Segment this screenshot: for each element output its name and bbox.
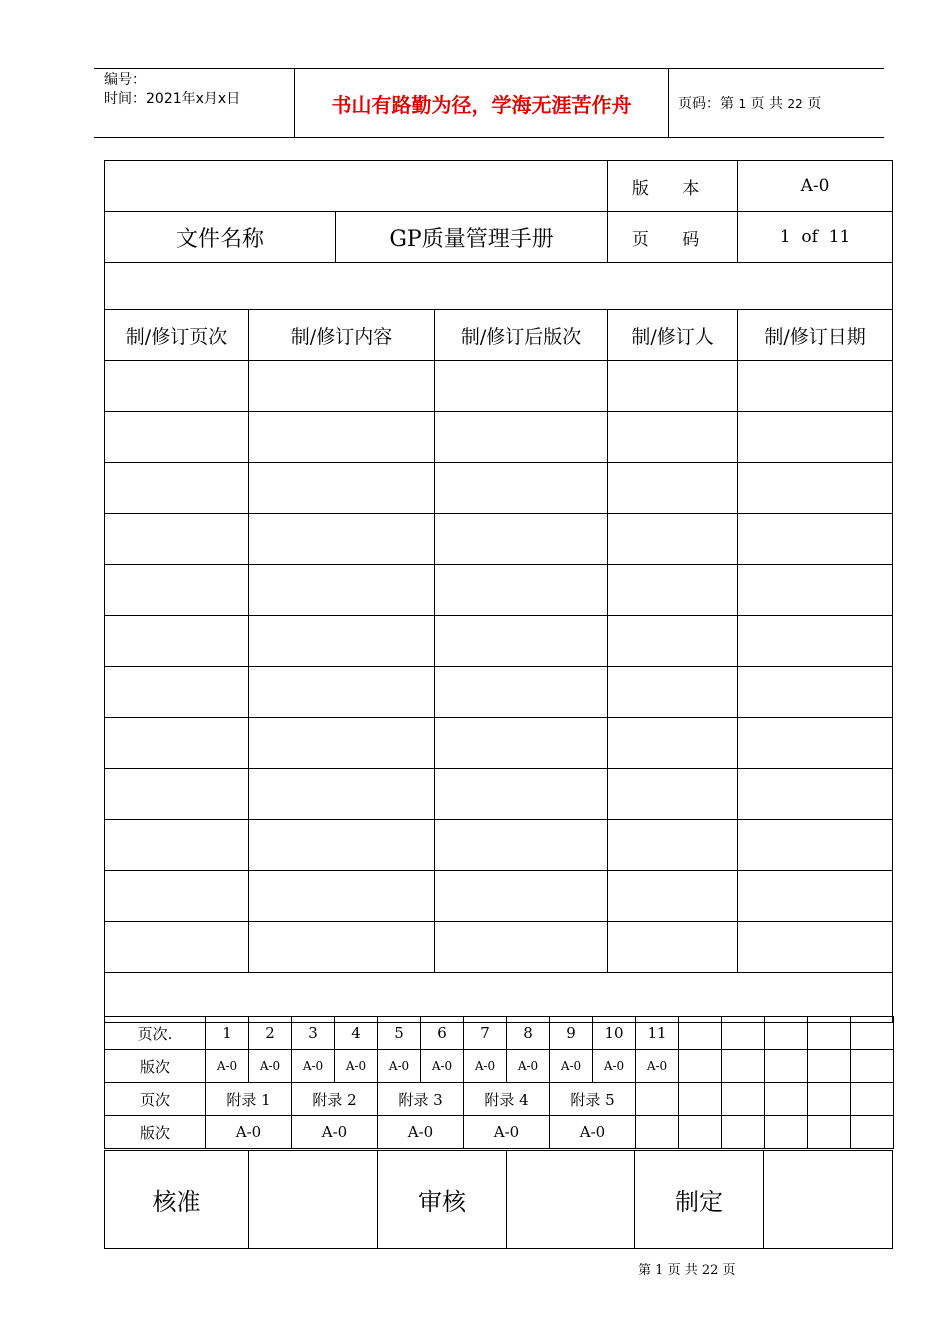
blank-cell <box>765 1017 808 1050</box>
page-footer <box>638 1259 736 1278</box>
version-cell: A-0 <box>507 1050 550 1083</box>
revision-cell <box>738 871 893 922</box>
blank-cell <box>851 1083 894 1116</box>
row-label: 页次 <box>105 1083 206 1116</box>
revision-cell <box>105 922 249 973</box>
filename-label: 文件名称 <box>105 212 336 263</box>
revision-cell <box>738 514 893 565</box>
revision-cell <box>105 463 249 514</box>
revision-cell <box>249 616 435 667</box>
page-number-cell: 1 <box>206 1017 249 1050</box>
revision-cell <box>608 718 738 769</box>
appendix-page-row <box>105 1083 894 1116</box>
footer-suffix: 页 <box>722 1263 736 1278</box>
revision-row <box>105 361 893 412</box>
revision-cell <box>249 871 435 922</box>
revision-cell <box>738 565 893 616</box>
version-cell: A-0 <box>421 1050 464 1083</box>
footer-current: 1 <box>655 1263 664 1278</box>
revision-cell <box>249 565 435 616</box>
column-header: 制/修订日期 <box>738 310 893 361</box>
page-number-cell: 10 <box>593 1017 636 1050</box>
revision-cell <box>249 718 435 769</box>
page-mid: 页 共 <box>750 96 783 112</box>
header-page-number <box>678 93 821 113</box>
page-number-cell: 6 <box>421 1017 464 1050</box>
blank-cell <box>765 1050 808 1083</box>
blank-cell <box>808 1017 851 1050</box>
revision-cell <box>608 922 738 973</box>
version-cell: A-0 <box>464 1050 507 1083</box>
blank-cell <box>679 1017 722 1050</box>
signoff-row <box>105 1151 893 1249</box>
blank-cell <box>722 1083 765 1116</box>
page-version-table <box>104 1016 894 1149</box>
spacer-row <box>105 263 893 310</box>
footer-total: 22 <box>701 1263 719 1278</box>
revision-cell <box>105 616 249 667</box>
review-signature-cell <box>507 1151 635 1249</box>
revision-cell <box>738 412 893 463</box>
page-header <box>94 68 884 138</box>
page-number-cell: 4 <box>335 1017 378 1050</box>
revision-cell <box>435 463 608 514</box>
revision-cell <box>435 361 608 412</box>
row-label: 版次 <box>105 1050 206 1083</box>
appendix-cell: 附录 5 <box>550 1083 636 1116</box>
revision-cell <box>249 361 435 412</box>
revision-cell <box>105 820 249 871</box>
spacer-row <box>105 973 893 1023</box>
revision-cell <box>608 412 738 463</box>
blank-cell <box>722 1017 765 1050</box>
revision-cell <box>249 514 435 565</box>
filename-value: GP质量管理手册 <box>336 212 608 263</box>
appendix-cell: 附录 3 <box>378 1083 464 1116</box>
blank-cell <box>722 1050 765 1083</box>
revision-row <box>105 565 893 616</box>
appendix-cell: 附录 1 <box>206 1083 292 1116</box>
footer-mid: 页 共 <box>667 1263 698 1278</box>
revision-record-table <box>104 160 893 1023</box>
row-label: 版次 <box>105 1116 206 1149</box>
version-label: 版 本 <box>608 161 738 212</box>
revision-cell <box>435 667 608 718</box>
revision-cell <box>249 922 435 973</box>
revision-cell <box>608 361 738 412</box>
appendix-cell: 附录 4 <box>464 1083 550 1116</box>
version-row <box>105 1050 894 1083</box>
blank-cell <box>722 1116 765 1149</box>
revision-cell <box>435 514 608 565</box>
revision-cell <box>249 463 435 514</box>
version-cell: A-0 <box>335 1050 378 1083</box>
blank-cell <box>105 263 893 310</box>
revision-header-row <box>105 310 893 361</box>
blank-cell <box>851 1017 894 1050</box>
blank-cell <box>808 1050 851 1083</box>
blank-cell <box>808 1116 851 1149</box>
blank-cell <box>105 973 893 1023</box>
revision-cell <box>738 616 893 667</box>
row-label: 页次. <box>105 1017 206 1050</box>
blank-cell <box>679 1083 722 1116</box>
blank-cell <box>105 161 608 212</box>
revision-row <box>105 667 893 718</box>
revision-cell <box>105 718 249 769</box>
revision-row <box>105 871 893 922</box>
prepare-label: 制定 <box>635 1151 764 1249</box>
appendix-version-cell: A-0 <box>550 1116 636 1149</box>
version-value: A-0 <box>738 161 893 212</box>
version-cell: A-0 <box>292 1050 335 1083</box>
revision-cell <box>738 361 893 412</box>
blank-cell <box>765 1083 808 1116</box>
revision-cell <box>608 820 738 871</box>
page-total: 22 <box>787 97 803 111</box>
blank-cell <box>851 1116 894 1149</box>
revision-cell <box>738 718 893 769</box>
revision-cell <box>435 565 608 616</box>
page-suffix: 页 <box>807 96 822 112</box>
revision-cell <box>249 667 435 718</box>
version-cell: A-0 <box>249 1050 292 1083</box>
revision-cell <box>435 820 608 871</box>
revision-cell <box>435 718 608 769</box>
filename-row <box>105 212 893 263</box>
review-label: 审核 <box>378 1151 507 1249</box>
header-meta <box>104 71 240 109</box>
revision-cell <box>435 871 608 922</box>
blank-cell <box>679 1050 722 1083</box>
revision-row <box>105 412 893 463</box>
revision-cell <box>105 361 249 412</box>
time-label: 时间：2021年x月x日 <box>104 91 241 107</box>
blank-cell <box>679 1116 722 1149</box>
blank-cell <box>765 1116 808 1149</box>
page-number-cell: 2 <box>249 1017 292 1050</box>
revision-cell <box>608 616 738 667</box>
revision-cell <box>105 667 249 718</box>
page-prefix: 页码：第 <box>678 96 734 112</box>
column-header: 制/修订人 <box>608 310 738 361</box>
version-row <box>105 161 893 212</box>
page-row <box>105 1017 894 1050</box>
revision-cell <box>608 871 738 922</box>
blank-cell <box>636 1116 679 1149</box>
revision-cell <box>105 769 249 820</box>
appendix-version-cell: A-0 <box>378 1116 464 1149</box>
revision-cell <box>738 769 893 820</box>
blank-cell <box>808 1083 851 1116</box>
approve-signature-cell <box>249 1151 378 1249</box>
appendix-cell: 附录 2 <box>292 1083 378 1116</box>
page-number-cell: 11 <box>636 1017 679 1050</box>
page-number-cell: 5 <box>378 1017 421 1050</box>
footer-prefix: 第 <box>638 1263 652 1278</box>
revision-row <box>105 718 893 769</box>
blank-cell <box>851 1050 894 1083</box>
revision-cell <box>435 616 608 667</box>
revision-row <box>105 922 893 973</box>
revision-cell <box>105 871 249 922</box>
approve-label: 核准 <box>105 1151 249 1249</box>
revision-cell <box>608 514 738 565</box>
revision-cell <box>105 514 249 565</box>
revision-row <box>105 820 893 871</box>
revision-cell <box>608 565 738 616</box>
revision-cell <box>249 412 435 463</box>
header-motto: 书山有路勤为径，学海无涯苦作舟 <box>331 92 632 117</box>
number-label: 编号： <box>104 72 146 88</box>
revision-cell <box>738 667 893 718</box>
revision-row <box>105 769 893 820</box>
version-cell: A-0 <box>378 1050 421 1083</box>
revision-cell <box>105 412 249 463</box>
page-number-cell: 3 <box>292 1017 335 1050</box>
revision-cell <box>249 820 435 871</box>
column-header: 制/修订内容 <box>249 310 435 361</box>
header-divider <box>668 69 669 137</box>
page-number-cell: 7 <box>464 1017 507 1050</box>
revision-row <box>105 463 893 514</box>
page-number-cell: 9 <box>550 1017 593 1050</box>
appendix-version-cell: A-0 <box>464 1116 550 1149</box>
revision-cell <box>249 769 435 820</box>
version-cell: A-0 <box>550 1050 593 1083</box>
revision-cell <box>435 769 608 820</box>
column-header: 制/修订后版次 <box>435 310 608 361</box>
appendix-version-cell: A-0 <box>206 1116 292 1149</box>
revision-cell <box>435 412 608 463</box>
revision-cell <box>738 820 893 871</box>
page-number-cell: 8 <box>507 1017 550 1050</box>
revision-row <box>105 514 893 565</box>
column-header: 制/修订页次 <box>105 310 249 361</box>
revision-cell <box>435 922 608 973</box>
revision-row <box>105 616 893 667</box>
prepare-signature-cell <box>764 1151 893 1249</box>
appendix-version-cell: A-0 <box>292 1116 378 1149</box>
version-cell: A-0 <box>206 1050 249 1083</box>
revision-cell <box>608 463 738 514</box>
appendix-version-row <box>105 1116 894 1149</box>
revision-cell <box>738 463 893 514</box>
version-cell: A-0 <box>593 1050 636 1083</box>
revision-cell <box>738 922 893 973</box>
signoff-table <box>104 1150 893 1249</box>
version-cell: A-0 <box>636 1050 679 1083</box>
blank-cell <box>636 1083 679 1116</box>
revision-cell <box>608 667 738 718</box>
revision-cell <box>105 565 249 616</box>
revision-cell <box>608 769 738 820</box>
page-label: 页 码 <box>608 212 738 263</box>
page-value: 1 of 11 <box>738 212 893 263</box>
page-current: 1 <box>738 97 747 111</box>
